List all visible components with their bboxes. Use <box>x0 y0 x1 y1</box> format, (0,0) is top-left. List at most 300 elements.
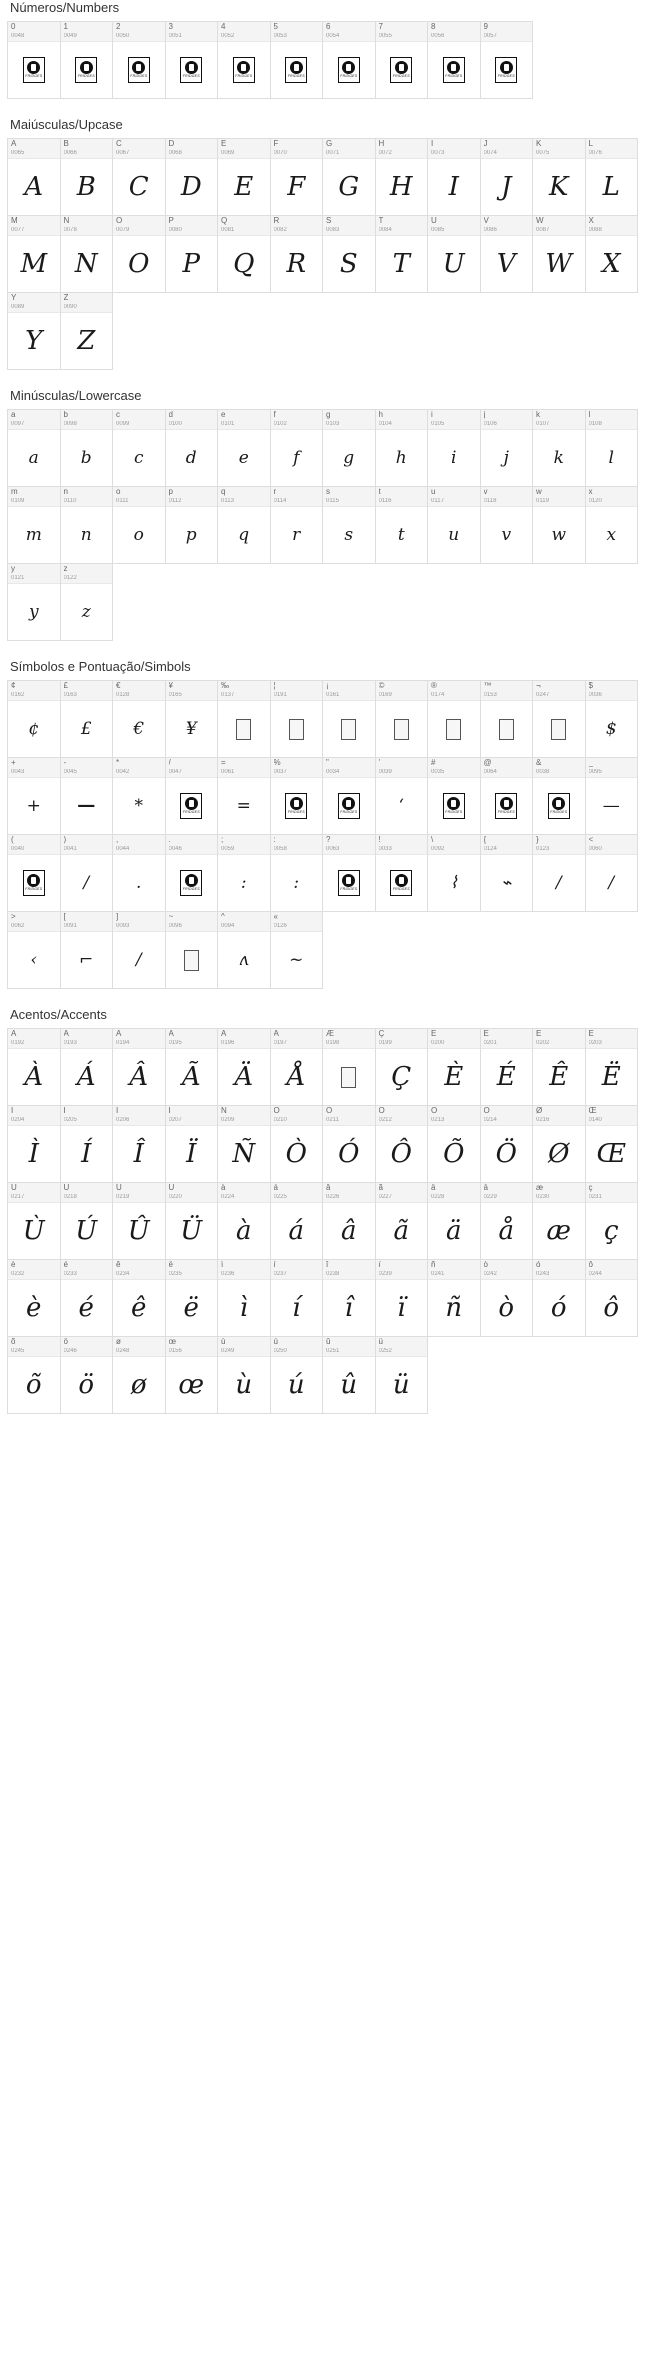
glyph-cell[interactable] <box>270 680 324 758</box>
glyph-preview: ø <box>130 1370 147 1400</box>
glyph-char-label: j <box>483 411 486 419</box>
logo-label: FRIDGES <box>287 810 305 815</box>
glyph-preview: Ï <box>186 1139 197 1169</box>
glyph-cell[interactable] <box>112 1028 166 1106</box>
glyph-meta <box>586 487 638 507</box>
glyph-cell[interactable] <box>112 1259 166 1337</box>
glyph-cell[interactable] <box>112 409 166 487</box>
glyph-cell[interactable] <box>585 680 639 758</box>
glyph-cell[interactable] <box>7 215 61 293</box>
glyph-cell[interactable] <box>480 1105 534 1183</box>
glyph-char-label: Õ <box>431 1107 438 1115</box>
glyph-meta <box>61 758 113 778</box>
glyph-char-label: ¬ <box>536 682 541 690</box>
glyph-char-label: à <box>221 1184 226 1192</box>
section-title: Maiúsculas/Upcase <box>10 117 123 132</box>
glyph-meta <box>428 410 480 430</box>
glyph-code-label: 0116 <box>378 498 392 504</box>
glyph-char-label: n <box>63 488 68 496</box>
glyph-char-label: @ <box>483 759 492 767</box>
glyph-cell[interactable] <box>532 138 586 216</box>
logo-label: FRIDGES <box>287 74 305 79</box>
glyph-char-label: Ì <box>11 1107 14 1115</box>
glyph-cell[interactable] <box>532 1182 586 1260</box>
glyph-cell[interactable] <box>270 1182 324 1260</box>
glyph-cell[interactable] <box>375 1259 429 1337</box>
glyph-cell[interactable] <box>165 757 219 835</box>
glyph-cell[interactable] <box>165 1259 219 1337</box>
glyph-cell[interactable] <box>480 215 534 293</box>
glyph-cell[interactable] <box>217 757 271 835</box>
glyph-cell[interactable] <box>270 215 324 293</box>
glyph-cell[interactable] <box>7 21 61 99</box>
glyph-preview <box>218 701 270 757</box>
glyph-cell[interactable] <box>480 138 534 216</box>
glyph-char-label: ö <box>63 1338 68 1346</box>
glyph-preview <box>533 701 585 757</box>
glyph-char-label: - <box>63 759 67 767</box>
glyph-preview: ⌇ <box>449 872 458 893</box>
glyph-cell[interactable] <box>532 486 586 564</box>
glyph-code-label: 0082 <box>273 227 287 233</box>
glyph-cell[interactable] <box>322 486 376 564</box>
glyph-char-label: Æ <box>326 1030 334 1038</box>
glyph-preview: ê <box>131 1293 147 1323</box>
glyph-cell[interactable] <box>270 911 324 989</box>
glyph-cell[interactable] <box>480 757 534 835</box>
glyph-cell[interactable] <box>7 1105 61 1183</box>
glyph-cell[interactable] <box>532 1259 586 1337</box>
glyph-cell[interactable] <box>322 757 376 835</box>
glyph-meta <box>61 1029 113 1049</box>
glyph-cell[interactable] <box>532 409 586 487</box>
glyph-cell[interactable] <box>165 21 219 99</box>
glyph-cell[interactable] <box>165 1182 219 1260</box>
glyph-cell[interactable] <box>112 215 166 293</box>
glyph-code-label: 0243 <box>536 1271 550 1277</box>
glyph-cell[interactable] <box>375 138 429 216</box>
glyph-cell[interactable] <box>112 486 166 564</box>
glyph-cell[interactable] <box>585 1182 639 1260</box>
glyph-cell[interactable] <box>60 911 114 989</box>
glyph-cell[interactable] <box>532 757 586 835</box>
glyph-char-label: a <box>11 411 16 419</box>
glyph-cell[interactable] <box>7 834 61 912</box>
glyph-cell[interactable] <box>7 292 61 370</box>
glyph-cell[interactable] <box>375 1028 429 1106</box>
glyph-cell[interactable] <box>7 409 61 487</box>
glyph-preview: Ú <box>75 1216 98 1246</box>
glyph-code-label: 0235 <box>168 1271 182 1277</box>
glyph-preview: ä <box>445 1216 462 1246</box>
logo-label: FRIDGES <box>340 74 358 79</box>
glyph-cell[interactable] <box>270 1105 324 1183</box>
glyph-cell[interactable] <box>112 1182 166 1260</box>
glyph-char-label: Å <box>273 1030 279 1038</box>
glyph-meta <box>481 835 533 855</box>
glyph-code-label: 0081 <box>221 227 235 233</box>
glyph-code-label: 0111 <box>116 498 129 504</box>
glyph-code-label: 0169 <box>378 692 392 698</box>
glyph-cell[interactable] <box>60 1259 114 1337</box>
glyph-cell[interactable] <box>60 680 114 758</box>
logo-disk-icon <box>342 874 355 887</box>
glyph-cell[interactable] <box>7 1259 61 1337</box>
glyph-preview: Ù <box>22 1216 45 1246</box>
glyph-meta <box>271 410 323 430</box>
glyph-cell[interactable] <box>165 834 219 912</box>
glyph-cell[interactable] <box>165 215 219 293</box>
glyph-cell[interactable] <box>480 834 534 912</box>
glyph-char-label: K <box>536 140 542 148</box>
glyph-cell[interactable] <box>427 1028 481 1106</box>
glyph-code-label: 0095 <box>588 769 602 775</box>
glyph-meta <box>8 835 60 855</box>
glyph-cell[interactable] <box>585 409 639 487</box>
font-logo-icon <box>75 57 97 83</box>
glyph-cell[interactable] <box>427 1259 481 1337</box>
glyph-cell[interactable] <box>375 21 429 99</box>
glyph-cell[interactable] <box>60 834 114 912</box>
glyph-cell[interactable] <box>60 563 114 641</box>
glyph-char-label: ñ <box>431 1261 436 1269</box>
glyph-char-label: u <box>431 488 436 496</box>
glyph-cell[interactable] <box>217 21 271 99</box>
glyph-preview: / <box>555 872 562 893</box>
notdef-box-icon <box>341 1067 356 1088</box>
glyph-cell[interactable] <box>270 757 324 835</box>
glyph-meta <box>61 912 113 932</box>
glyph-cell[interactable] <box>60 21 114 99</box>
glyph-meta <box>481 410 533 430</box>
glyph-meta <box>481 758 533 778</box>
glyph-meta <box>8 758 60 778</box>
glyph-meta <box>113 22 165 42</box>
glyph-cell[interactable] <box>7 486 61 564</box>
glyph-meta <box>113 1337 165 1357</box>
glyph-cell[interactable] <box>165 486 219 564</box>
glyph-meta <box>8 681 60 701</box>
glyph-cell[interactable] <box>480 486 534 564</box>
glyph-meta <box>586 216 638 236</box>
glyph-meta <box>61 1337 113 1357</box>
glyph-cell[interactable] <box>427 1105 481 1183</box>
glyph-preview <box>376 42 428 98</box>
glyph-cell[interactable] <box>322 1028 376 1106</box>
glyph-cell[interactable] <box>7 1182 61 1260</box>
glyph-cell[interactable] <box>322 680 376 758</box>
glyph-char-label: 0 <box>11 23 16 31</box>
glyph-preview: c <box>133 447 144 468</box>
glyph-preview <box>271 701 323 757</box>
glyph-cell[interactable] <box>375 1182 429 1260</box>
glyph-code-label: 0241 <box>431 1271 445 1277</box>
glyph-cell[interactable] <box>427 138 481 216</box>
glyph-cell[interactable] <box>270 834 324 912</box>
glyph-code-label: 0072 <box>378 150 392 156</box>
glyph-cell[interactable] <box>7 911 61 989</box>
glyph-cell[interactable] <box>217 911 271 989</box>
glyph-char-label: é <box>63 1261 68 1269</box>
glyph-cell[interactable] <box>427 486 481 564</box>
glyph-meta <box>218 1183 270 1203</box>
glyph-cell[interactable] <box>585 834 639 912</box>
glyph-meta <box>271 22 323 42</box>
glyph-cell[interactable] <box>427 215 481 293</box>
glyph-cell[interactable] <box>480 1259 534 1337</box>
glyph-cell[interactable] <box>7 563 61 641</box>
glyph-code-label: 0042 <box>116 769 130 775</box>
glyph-char-label: © <box>378 682 385 690</box>
logo-label: FRIDGES <box>392 887 410 892</box>
glyph-cell[interactable] <box>270 1259 324 1337</box>
glyph-cell[interactable] <box>165 138 219 216</box>
glyph-cell[interactable] <box>322 138 376 216</box>
glyph-cell[interactable] <box>7 138 61 216</box>
glyph-cell[interactable] <box>375 1336 429 1414</box>
glyph-char-label: Ö <box>483 1107 490 1115</box>
glyph-preview: á <box>288 1216 304 1246</box>
glyph-char-label: W <box>536 217 544 225</box>
glyph-meta <box>428 487 480 507</box>
glyph-cell[interactable] <box>480 21 534 99</box>
glyph-char-label: ! <box>378 836 381 844</box>
glyph-char-label: g <box>326 411 331 419</box>
glyph-cell[interactable] <box>375 834 429 912</box>
glyph-preview: L <box>602 172 620 202</box>
glyph-cell[interactable] <box>112 138 166 216</box>
glyph-meta <box>113 835 165 855</box>
glyph-cell[interactable] <box>217 1336 271 1414</box>
glyph-preview: Ä <box>234 1062 254 1092</box>
glyph-char-label: $ <box>588 682 593 690</box>
glyph-char-label: ô <box>588 1261 593 1269</box>
glyph-cell[interactable] <box>165 680 219 758</box>
glyph-cell[interactable] <box>375 486 429 564</box>
glyph-cell[interactable] <box>532 1028 586 1106</box>
glyph-cell[interactable] <box>427 1182 481 1260</box>
glyph-cell[interactable] <box>60 1028 114 1106</box>
glyph-cell[interactable] <box>427 757 481 835</box>
glyph-cell[interactable] <box>112 1105 166 1183</box>
glyph-cell[interactable] <box>165 1336 219 1414</box>
glyph-cell[interactable] <box>60 1105 114 1183</box>
glyph-char-label: D <box>168 140 175 148</box>
glyph-cell[interactable] <box>60 1336 114 1414</box>
glyph-meta <box>323 681 375 701</box>
glyph-cell[interactable] <box>112 680 166 758</box>
glyph-cell[interactable] <box>270 1336 324 1414</box>
glyph-cell[interactable] <box>217 1259 271 1337</box>
glyph-preview: ù <box>235 1370 253 1400</box>
glyph-cell[interactable] <box>7 757 61 835</box>
glyph-char-label: c <box>116 411 120 419</box>
glyph-cell[interactable] <box>112 834 166 912</box>
glyph-cell[interactable] <box>7 1336 61 1414</box>
glyph-cell[interactable] <box>480 1182 534 1260</box>
glyph-code-label: 0048 <box>11 33 25 39</box>
glyph-code-label: 0245 <box>11 1348 25 1354</box>
glyph-code-label: 0090 <box>63 304 77 310</box>
glyph-preview <box>428 701 480 757</box>
glyph-cell[interactable] <box>322 21 376 99</box>
glyph-code-label: 0112 <box>168 498 182 504</box>
glyph-preview: œ <box>178 1370 205 1400</box>
glyph-cell[interactable] <box>585 1105 639 1183</box>
glyph-preview: Û <box>127 1216 150 1246</box>
glyph-cell[interactable] <box>585 1028 639 1106</box>
glyph-cell[interactable] <box>322 1105 376 1183</box>
glyph-cell[interactable] <box>60 1182 114 1260</box>
glyph-cell[interactable] <box>217 834 271 912</box>
glyph-cell[interactable] <box>480 409 534 487</box>
glyph-cell[interactable] <box>532 680 586 758</box>
glyph-preview: Á <box>76 1062 96 1092</box>
glyph-cell[interactable] <box>375 215 429 293</box>
glyph-cell[interactable] <box>585 138 639 216</box>
glyph-cell[interactable] <box>217 1182 271 1260</box>
glyph-cell[interactable] <box>532 1105 586 1183</box>
glyph-preview: / <box>83 872 90 893</box>
glyph-cell[interactable] <box>60 486 114 564</box>
glyph-cell[interactable] <box>532 834 586 912</box>
glyph-cell[interactable] <box>112 21 166 99</box>
glyph-grid <box>8 22 653 99</box>
glyph-cell[interactable] <box>112 1336 166 1414</box>
glyph-code-label: 0203 <box>588 1040 602 1046</box>
glyph-char-label: ï <box>378 1261 381 1269</box>
glyph-code-label: 0230 <box>536 1194 550 1200</box>
glyph-preview: ʌ <box>238 949 249 970</box>
glyph-cell[interactable] <box>375 409 429 487</box>
glyph-cell[interactable] <box>322 409 376 487</box>
font-logo-icon <box>390 870 412 896</box>
glyph-cell[interactable] <box>270 1028 324 1106</box>
glyph-char-label: Ä <box>221 1030 227 1038</box>
glyph-cell[interactable] <box>585 215 639 293</box>
glyph-cell[interactable] <box>165 409 219 487</box>
glyph-char-label: Â <box>116 1030 122 1038</box>
glyph-char-label: ä <box>431 1184 436 1192</box>
glyph-cell[interactable] <box>112 911 166 989</box>
glyph-cell[interactable] <box>60 409 114 487</box>
glyph-cell[interactable] <box>322 1336 376 1414</box>
glyph-cell[interactable] <box>112 757 166 835</box>
glyph-meta <box>271 1337 323 1357</box>
glyph-meta <box>218 1337 270 1357</box>
glyph-cell[interactable] <box>375 680 429 758</box>
glyph-cell[interactable] <box>585 757 639 835</box>
glyph-cell[interactable] <box>60 138 114 216</box>
logo-label: FRIDGES <box>182 887 200 892</box>
glyph-cell[interactable] <box>585 1259 639 1337</box>
glyph-code-label: 0205 <box>63 1117 77 1123</box>
glyph-code-label: 0120 <box>588 498 602 504</box>
glyph-char-label: Î <box>116 1107 119 1115</box>
glyph-meta <box>113 912 165 932</box>
glyph-cell[interactable] <box>60 757 114 835</box>
glyph-cell[interactable] <box>270 21 324 99</box>
glyph-meta <box>61 1183 113 1203</box>
glyph-cell[interactable] <box>270 409 324 487</box>
glyph-code-label: 0034 <box>326 769 340 775</box>
glyph-char-label: Ë <box>588 1030 594 1038</box>
glyph-cell[interactable] <box>217 138 271 216</box>
glyph-preview: å <box>498 1216 514 1246</box>
glyph-cell[interactable] <box>7 1028 61 1106</box>
glyph-meta <box>481 1106 533 1126</box>
glyph-char-label: 4 <box>221 23 226 31</box>
glyph-preview <box>8 42 60 98</box>
glyph-meta <box>533 835 585 855</box>
glyph-code-label: 0035 <box>431 769 445 775</box>
glyph-preview: Q <box>233 249 255 279</box>
glyph-cell[interactable] <box>217 680 271 758</box>
glyph-cell[interactable] <box>60 292 114 370</box>
glyph-meta <box>376 487 428 507</box>
glyph-char-label: ò <box>483 1261 488 1269</box>
glyph-cell[interactable] <box>7 680 61 758</box>
glyph-cell[interactable] <box>480 680 534 758</box>
glyph-cell[interactable] <box>165 1028 219 1106</box>
glyph-cell[interactable] <box>427 834 481 912</box>
glyph-cell[interactable] <box>217 215 271 293</box>
glyph-code-label: 0049 <box>63 33 77 39</box>
glyph-char-label: t <box>378 488 381 496</box>
glyph-char-label: r <box>273 488 277 496</box>
glyph-char-label: ; <box>221 836 224 844</box>
glyph-char-label: 3 <box>168 23 173 31</box>
glyph-cell[interactable] <box>217 409 271 487</box>
logo-disk-icon <box>342 797 355 810</box>
glyph-code-label: 0156 <box>168 1348 182 1354</box>
glyph-cell[interactable] <box>322 1259 376 1337</box>
glyph-cell[interactable] <box>217 1028 271 1106</box>
glyph-cell[interactable] <box>217 486 271 564</box>
logo-disk-icon <box>552 797 565 810</box>
glyph-meta <box>166 758 218 778</box>
glyph-cell[interactable] <box>322 215 376 293</box>
glyph-cell[interactable] <box>375 757 429 835</box>
glyph-code-label: 0118 <box>483 498 497 504</box>
glyph-code-label: 0074 <box>483 150 497 156</box>
glyph-cell[interactable] <box>427 21 481 99</box>
glyph-cell[interactable] <box>322 1182 376 1260</box>
glyph-cell[interactable] <box>532 215 586 293</box>
glyph-cell[interactable] <box>375 1105 429 1183</box>
glyph-preview: = <box>236 795 251 816</box>
glyph-cell[interactable] <box>270 138 324 216</box>
glyph-cell[interactable] <box>585 486 639 564</box>
glyph-cell[interactable] <box>427 680 481 758</box>
glyph-code-label: 0105 <box>431 421 445 427</box>
glyph-cell[interactable] <box>165 911 219 989</box>
glyph-cell[interactable] <box>427 409 481 487</box>
glyph-char-label: w <box>536 488 542 496</box>
glyph-code-label: 0209 <box>221 1117 235 1123</box>
glyph-preview: I <box>448 172 459 202</box>
glyph-code-label: 0161 <box>326 692 340 698</box>
glyph-cell[interactable] <box>165 1105 219 1183</box>
glyph-cell[interactable] <box>480 1028 534 1106</box>
glyph-cell[interactable] <box>322 834 376 912</box>
glyph-cell[interactable] <box>270 486 324 564</box>
glyph-char-label: G <box>326 140 333 148</box>
glyph-cell[interactable] <box>60 215 114 293</box>
glyph-code-label: 0047 <box>168 769 182 775</box>
glyph-cell[interactable] <box>217 1105 271 1183</box>
logo-label: FRIDGES <box>182 810 200 815</box>
